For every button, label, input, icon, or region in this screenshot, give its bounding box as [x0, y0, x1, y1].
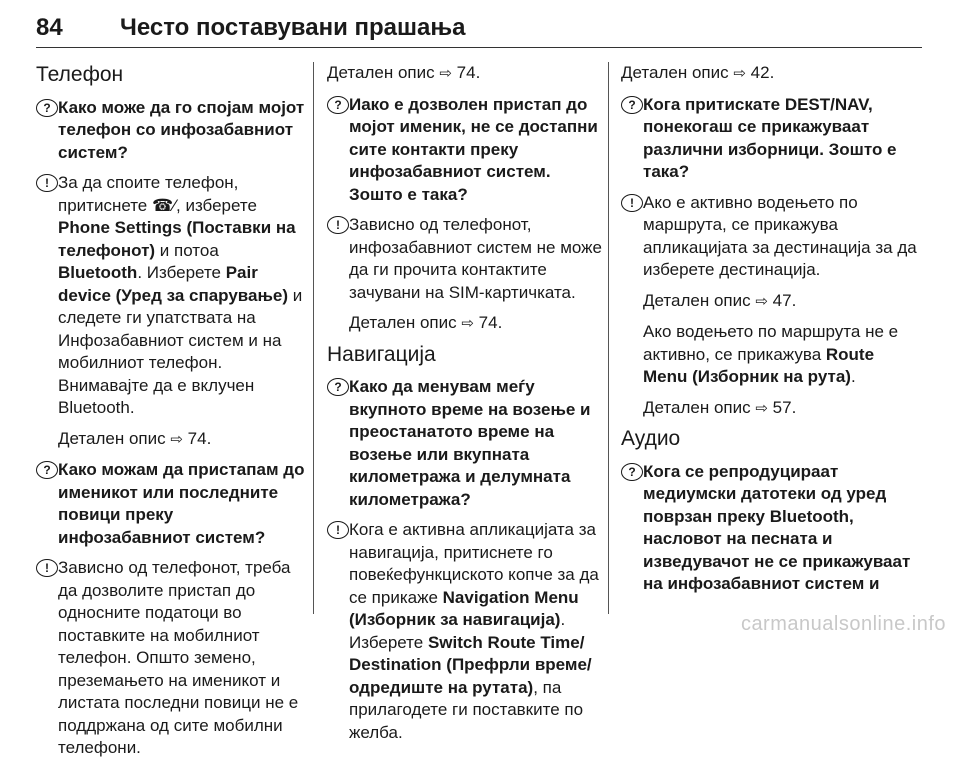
question-block	[36, 459, 306, 549]
detail-reference: Детален опис ⇨ 42.	[621, 63, 775, 82]
detail-reference: Детален опис ⇨ 74.	[349, 313, 503, 332]
arrow-right-icon: ⇨	[733, 65, 746, 82]
question-text: Кога притискате DEST/NAV, понекогаш се прикажуваат различни изборници. Зошто е така?	[643, 94, 897, 181]
info-icon: !	[36, 559, 58, 577]
info-icon: !	[327, 216, 349, 234]
page-number: 84	[36, 14, 63, 41]
section-title-audio: Аудио	[621, 427, 681, 450]
answer-block	[327, 214, 603, 304]
question-text: Кога се репродуцираат медиумски датотеки од уред поврзан преку Bluetooth, насловот на песната и изведувачот не се прикажуваат на инфозабавниот систем и	[643, 461, 911, 593]
column-3	[621, 62, 921, 604]
detail-reference: Детален опис ⇨ 47.	[643, 290, 797, 310]
question-text: Како може да го спојам мојот телефон со инфозабавниот систем?	[58, 97, 305, 162]
page-header	[24, 0, 936, 50]
column-2	[327, 62, 603, 752]
detail-reference: Детален опис ⇨ 74.	[327, 63, 481, 82]
arrow-right-icon: ⇨	[439, 65, 452, 82]
section-title-phone: Телефон	[36, 63, 124, 86]
question-text: Иако е дозволен пристап до мојот именик, не се достапни сите контакти преку инфозабавниот систем. Зошто е така?	[349, 94, 598, 204]
question-block	[327, 94, 603, 207]
answer-block	[36, 557, 306, 760]
question-icon: ?	[621, 96, 643, 114]
info-icon: !	[327, 521, 349, 539]
section-title-navigation: Навигација	[327, 342, 436, 366]
detail-reference: Детален опис ⇨ 57.	[643, 397, 797, 417]
arrow-right-icon: ⇨	[755, 399, 768, 417]
question-icon: ?	[36, 99, 58, 117]
question-block	[327, 376, 603, 511]
question-text: Како да менувам меѓу вкупното време на возење и преостанатото време на возење или вкупната километража и делумната километража?	[349, 377, 591, 509]
column-divider-2	[608, 62, 609, 614]
answer-text: Ако е активно водењето по маршрута, се прикажува апликацијата за дестинација за да изберете дестинација.	[643, 192, 917, 279]
question-icon: ?	[327, 378, 349, 396]
question-text: Како можам да пристапам до именикот или последните повици преку инфозабавниот систем?	[58, 460, 305, 547]
info-icon: !	[621, 194, 643, 212]
info-icon: !	[36, 174, 58, 192]
question-icon: ?	[621, 463, 643, 481]
answer-text: За да споите телефон, притиснете ☎⁄, изберете Phone Settings (Поставки на телефонот) и потоа Bluetooth. Изберете Pair device (Уред за спарување) и следете ги упатствата на Инфозабавниот систем и на мобилниот телефон. Внимавајте да е вклучен Bluetooth.	[58, 173, 303, 417]
header-divider	[36, 47, 922, 48]
question-block	[621, 461, 921, 596]
phone-icon: ☎⁄	[152, 195, 177, 215]
detail-reference: Детален опис ⇨ 74.	[58, 428, 212, 448]
answer-block	[36, 172, 306, 420]
question-icon: ?	[36, 461, 58, 479]
answer-continuation: Ако водењето по маршрута не е активно, се прикажува Route Menu (Изборник на рута).	[643, 322, 899, 386]
question-block	[621, 94, 921, 184]
answer-text: Кога е активна апликацијата за навигација, притиснете го повеќефункциското копче за да се прикаже Navigation Menu (Изборник за навигација). Изберете Switch Route Time/ Destination (Префрли време/ одредиште на рутата), па прилагодете ги поставките по желба.	[349, 520, 599, 742]
question-icon: ?	[327, 96, 349, 114]
question-block	[36, 97, 306, 165]
answer-block	[327, 519, 603, 744]
column-1	[36, 62, 306, 768]
arrow-right-icon: ⇨	[170, 430, 183, 448]
arrow-right-icon: ⇨	[755, 292, 768, 310]
answer-text: Зависно од телефонот, инфозабавниот систем не може да ги прочита контактите зачувани на SIM-картичката.	[349, 215, 602, 302]
watermark: carmanualsonline.info	[740, 613, 946, 635]
arrow-right-icon: ⇨	[461, 315, 474, 332]
chapter-title: Често поставувани прашања	[120, 14, 466, 41]
answer-text: Зависно од телефонот, треба да дозволите пристап до односните податоци во поставките на мобилниот телефон. Општо земено, преземањето на именикот и листата последни повици не е поддржана од сите мобилни телефони.	[58, 558, 299, 757]
column-divider-1	[313, 62, 314, 614]
answer-block	[621, 192, 921, 282]
